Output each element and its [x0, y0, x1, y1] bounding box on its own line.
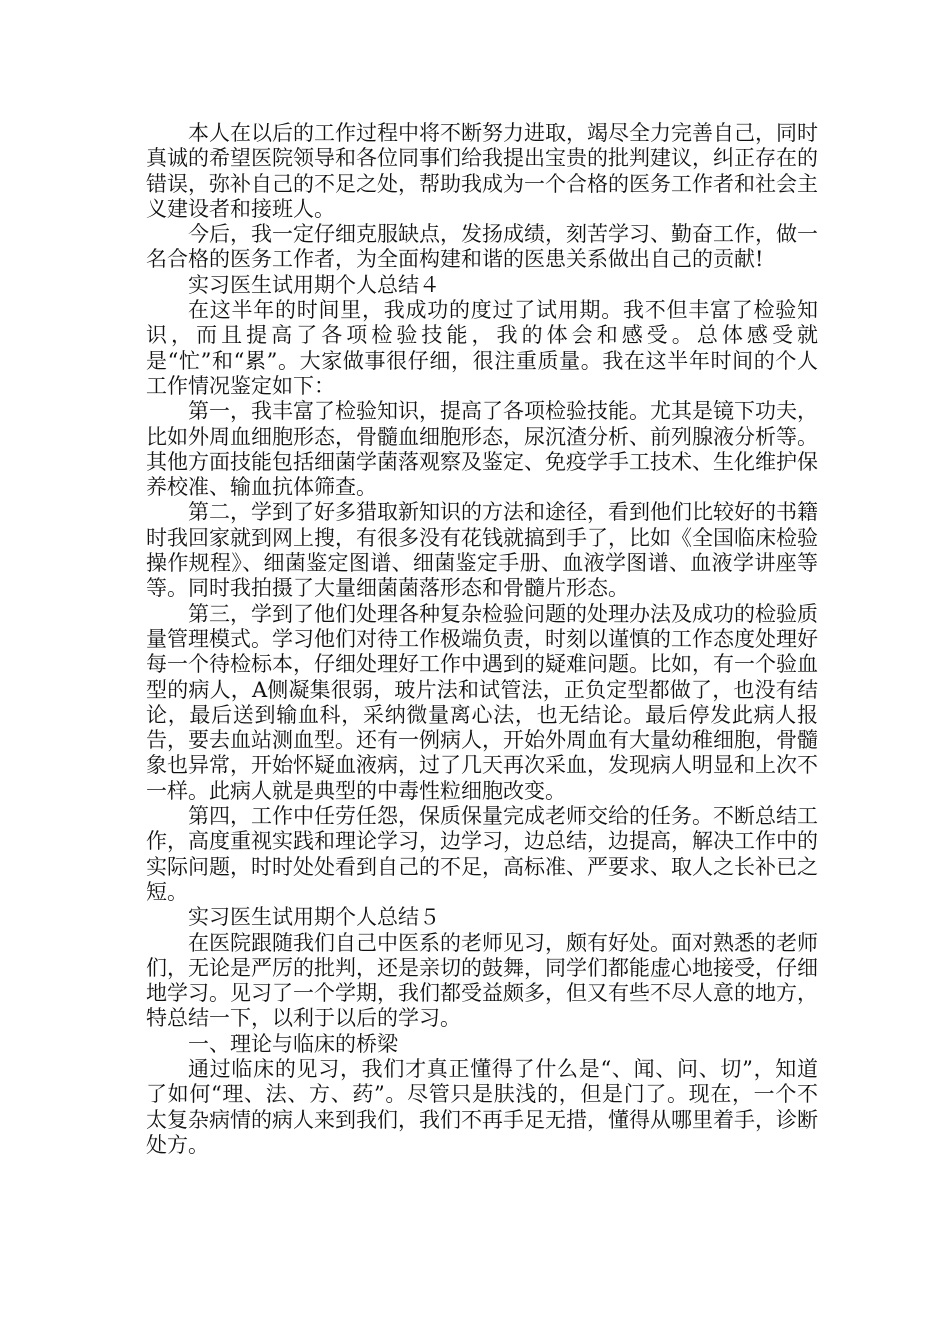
paragraph-probation-overview: 在这半年的时间里，我成功的度过了试用期。我不但丰富了检验知识，而且提高了各项检验技能，我的体会和感受。总体感受就是“忙”和“累”。大家做事很仔细，很注重质量。我在这半年时间的个人工作情况鉴定如下：	[146, 298, 818, 398]
paragraph-future-commitment: 今后，我一定仔细克服缺点，发扬成绩，刻苦学习、勤奋工作，做一名合格的医务工作者，为全面构建和谐的医患关系做出自己的贡献!	[146, 222, 818, 272]
paragraph-clinical-learning: 通过临床的见习，我们才真正懂得了什么是“、闻、问、切”，知道了如何“理、法、方、药”。尽管只是肤浅的，但是门了。现在，一个不太复杂病情的病人来到我们，我们不再手足无措，懂得从哪里着手，诊断处方。	[146, 1056, 818, 1157]
paragraph-self-improvement: 本人在以后的工作过程中将不断努力进取，竭尽全力完善自己，同时真诚的希望医院领导和各位同事们给我提出宝贵的批判建议，纠正存在的错误，弥补自己的不足之处，帮助我成为一个合格的医务工作者和社会主义建设者和接班人。	[146, 121, 818, 221]
paragraph-point-four: 第四，工作中任劳任怨，保质保量完成老师交给的任务。不断总结工作，高度重视实践和理论学习，边学习，边总结，边提高，解决工作中的实际问题，时时处处看到自己的不足，高标准、严要求、取人之长补已之短。	[146, 804, 818, 904]
document-body	[146, 121, 818, 1158]
paragraph-point-one: 第一，我丰富了检验知识，提高了各项检验技能。尤其是镜下功夫，比如外周血细胞形态，骨髓血细胞形态，尿沉渣分析、前列腺液分析等。其他方面技能包括细菌学菌落观察及鉴定、免疫学手工技术、生化维护保养校准、输血抗体筛查。	[146, 399, 818, 500]
paragraph-point-three: 第三，学到了他们处理各种复杂检验问题的处理办法及成功的检验质量管理模式。学习他们对待工作极端负责，时刻以谨慎的工作态度处理好每一个待检标本，仔细处理好工作中遇到的疑难问题。比如，有一个验血型的病人，A侧凝集很弱，玻片法和试管法，正负定型都做了，也没有结论，最后送到输血科，采纳微量离心法，也无结论。最后停发此病人报告，要去血站测血型。还有一例病人，开始外周血有大量幼稚细胞，骨髓象也异常，开始怀疑血液病，过了几天再次采血，发现病人明显和上次不一样。此病人就是典型的中毒性粒细胞改变。	[146, 601, 818, 803]
paragraph-point-two: 第二，学到了好多猎取新知识的方法和途径，看到他们比较好的书籍时我回家就到网上搜，有很多没有花钱就搞到手了，比如《全国临床检验操作规程》、细菌鉴定图谱、细菌鉴定手册、血液学图谱、血液学讲座等等。同时我拍摄了大量细菌菌落形态和骨髓片形态。	[146, 500, 818, 601]
subheading-theory-clinical-bridge: 一、理论与临床的桥梁	[188, 1031, 398, 1056]
paragraph-clinical-observation: 在医院跟随我们自己中医系的老师见习，颇有好处。面对熟悉的老师们，无论是严厉的批判，还是亲切的鼓舞，同学们都能虚心地接受，仔细地学习。见习了一个学期，我们都受益颇多，但又有些不尽人意的地方，特总结一下，以利于以后的学习。	[146, 930, 818, 1031]
section-heading-summary-4: 实习医生试用期个人总结４	[188, 272, 440, 297]
section-heading-summary-5: 实习医生试用期个人总结５	[188, 905, 440, 930]
